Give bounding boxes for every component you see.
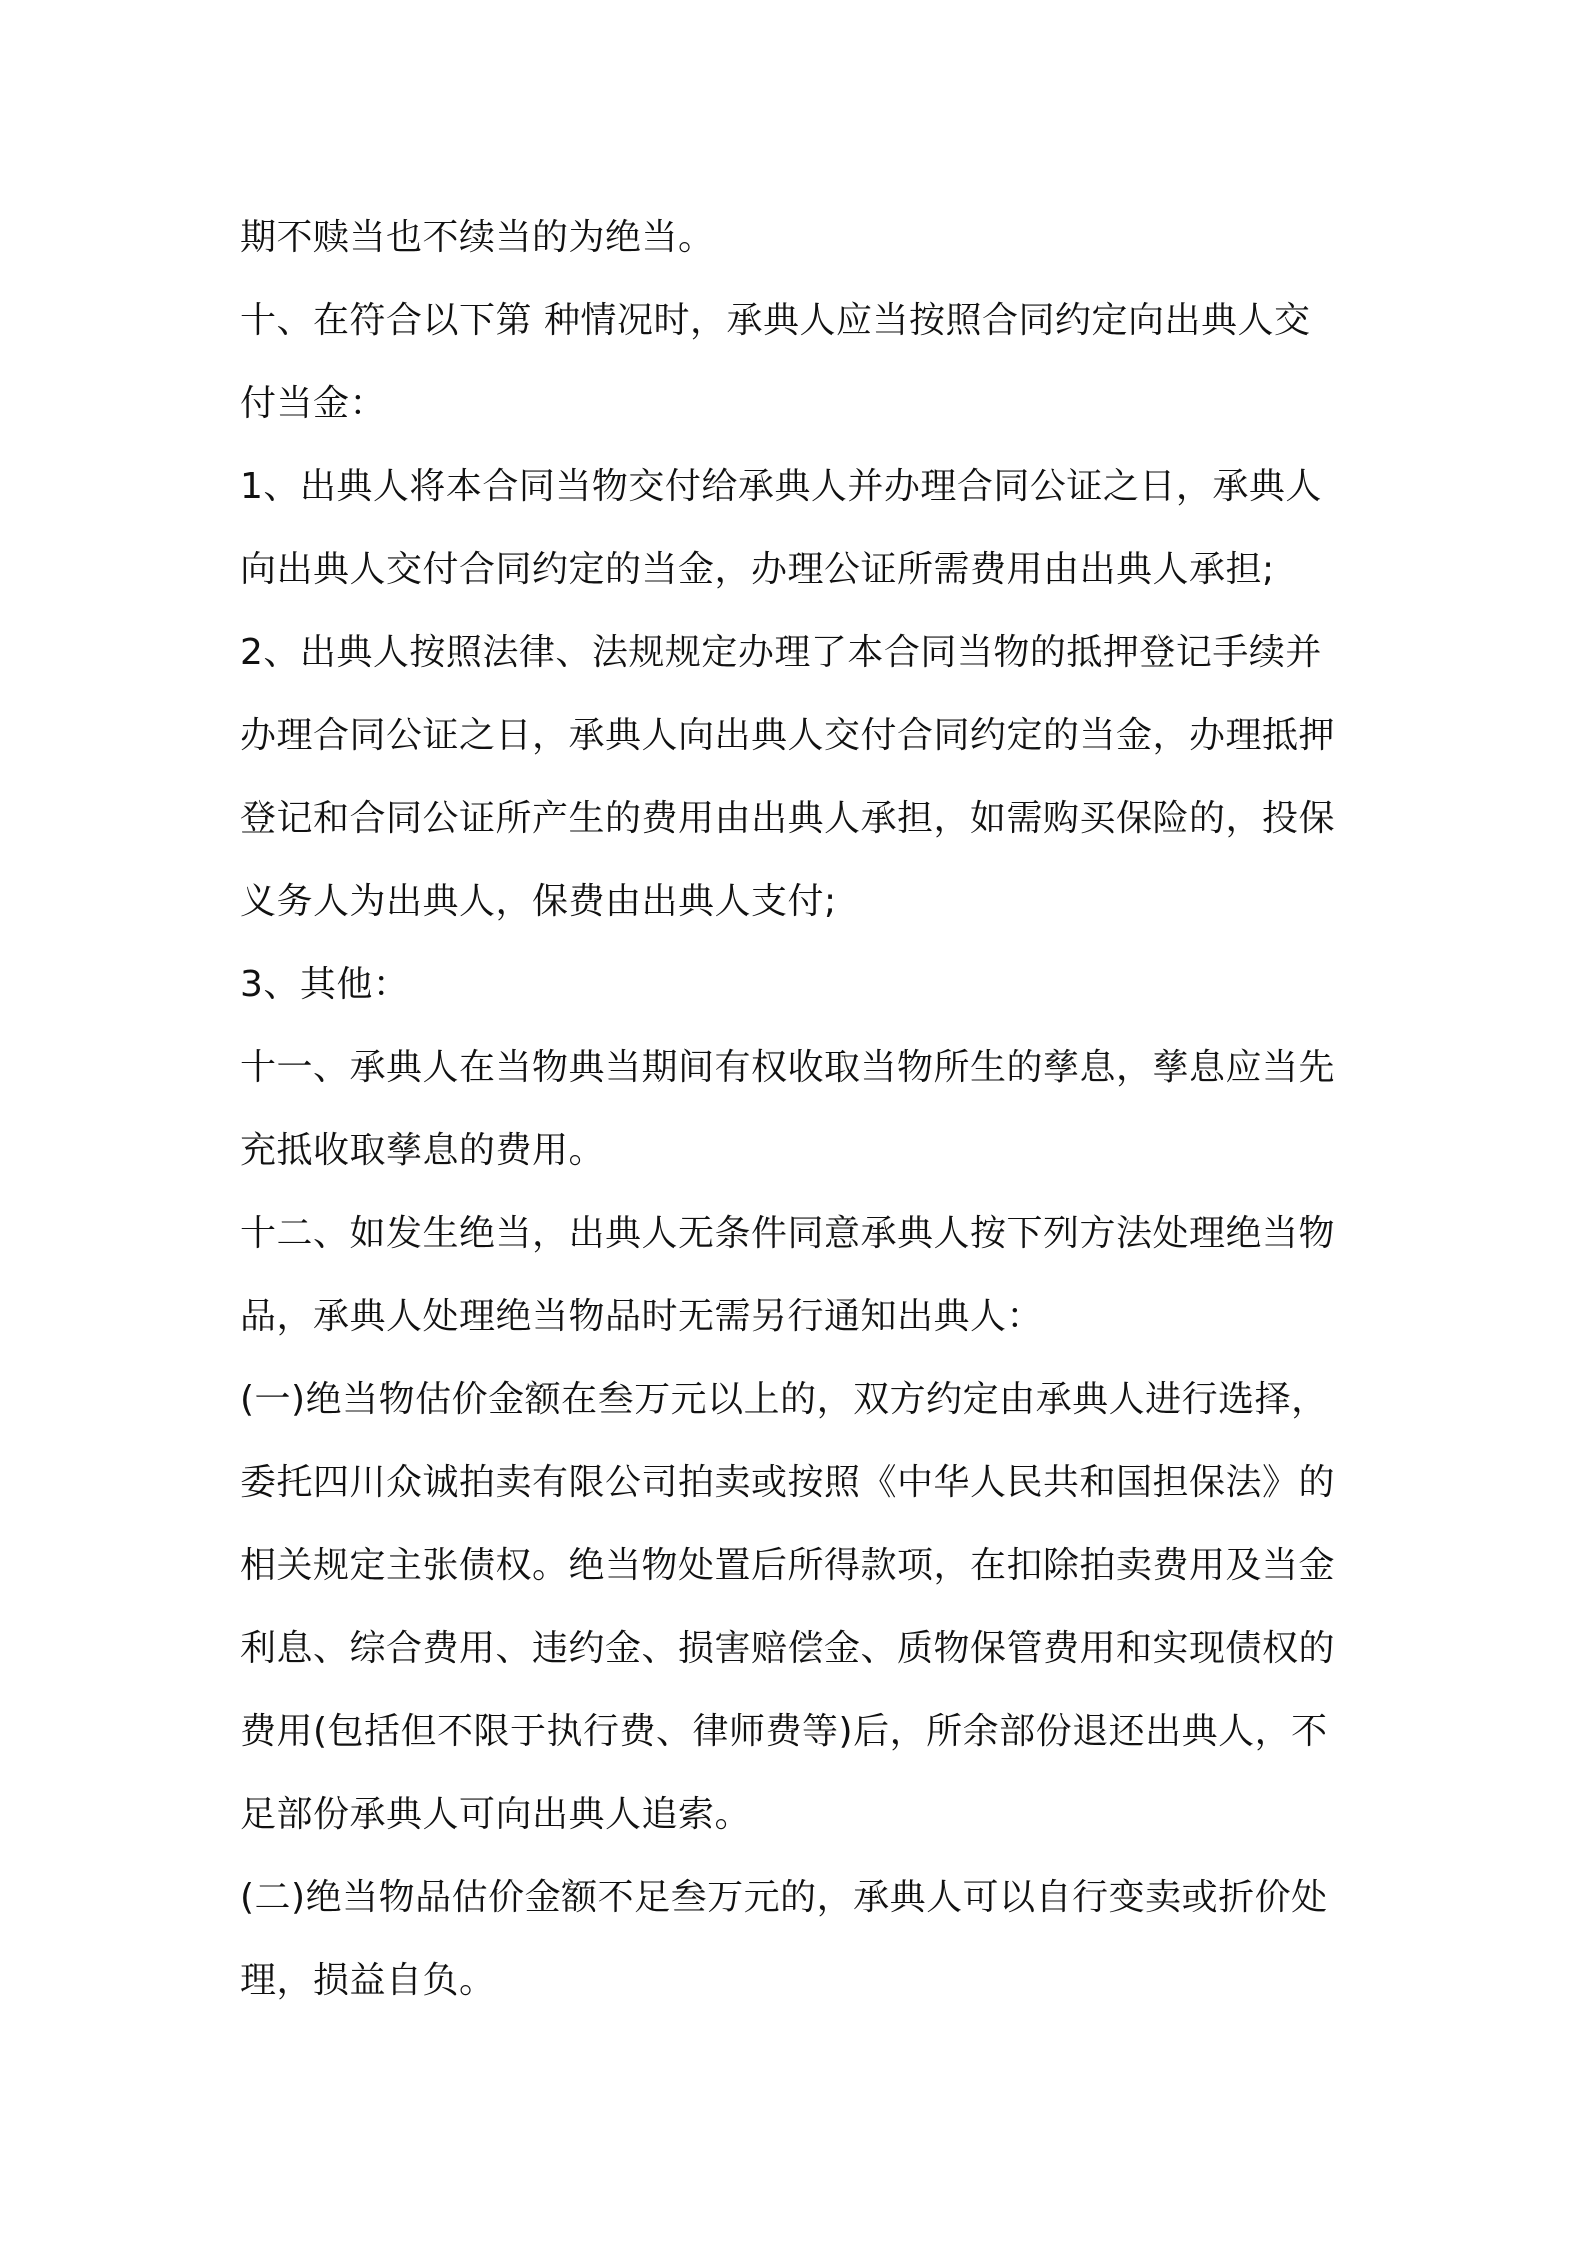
text-line: 1、出典人将本合同当物交付给承典人并办理合同公证之日，承典人 [240,466,1322,507]
text-line: 充抵收取孳息的费用。 [240,1130,606,1171]
text-line: 利息、综合费用、违约金、损害赔偿金、质物保管费用和实现债权的 [240,1628,1336,1669]
text-line: 足部份承典人可向出典人追索。 [240,1794,752,1835]
text-line: (二)绝当物品估价金额不足叁万元的，承典人可以自行变卖或折价处 [240,1877,1328,1918]
text-line: 期不赎当也不续当的为绝当。 [240,217,715,258]
text-line: (一)绝当物估价金额在叁万元以上的，双方约定由承典人进行选择， [240,1379,1328,1420]
text-line: 品，承典人处理绝当物品时无需另行通知出典人： [240,1296,1044,1337]
text-line: 登记和合同公证所产生的费用由出典人承担，如需购买保险的，投保 [240,798,1336,839]
text-line: 相关规定主张债权。绝当物处置后所得款项，在扣除拍卖费用及当金 [240,1545,1336,1586]
text-line: 委托四川众诚拍卖有限公司拍卖或按照《中华人民共和国担保法》的 [240,1462,1336,1503]
text-line: 3、其他： [240,964,410,1005]
document-body [240,196,1360,2022]
text-line: 2、出典人按照法律、法规规定办理了本合同当物的抵押登记手续并 [240,632,1322,673]
text-line: 十二、如发生绝当，出典人无条件同意承典人按下列方法处理绝当物 [240,1213,1336,1254]
text-line: 理，损益自负。 [240,1960,496,2001]
text-line: 十一、承典人在当物典当期间有权收取当物所生的孳息，孳息应当先 [240,1047,1336,1088]
text-line: 向出典人交付合同约定的当金，办理公证所需费用由出典人承担; [240,549,1275,590]
text-line: 办理合同公证之日，承典人向出典人交付合同约定的当金，办理抵押 [240,715,1336,756]
text-line: 十、在符合以下第 种情况时，承典人应当按照合同约定向出典人交 [240,300,1311,341]
text-line: 费用(包括但不限于执行费、律师费等)后，所余部份退还出典人，不 [240,1711,1328,1752]
text-line: 付当金： [240,383,387,424]
text-line: 义务人为出典人，保费由出典人支付; [240,881,837,922]
